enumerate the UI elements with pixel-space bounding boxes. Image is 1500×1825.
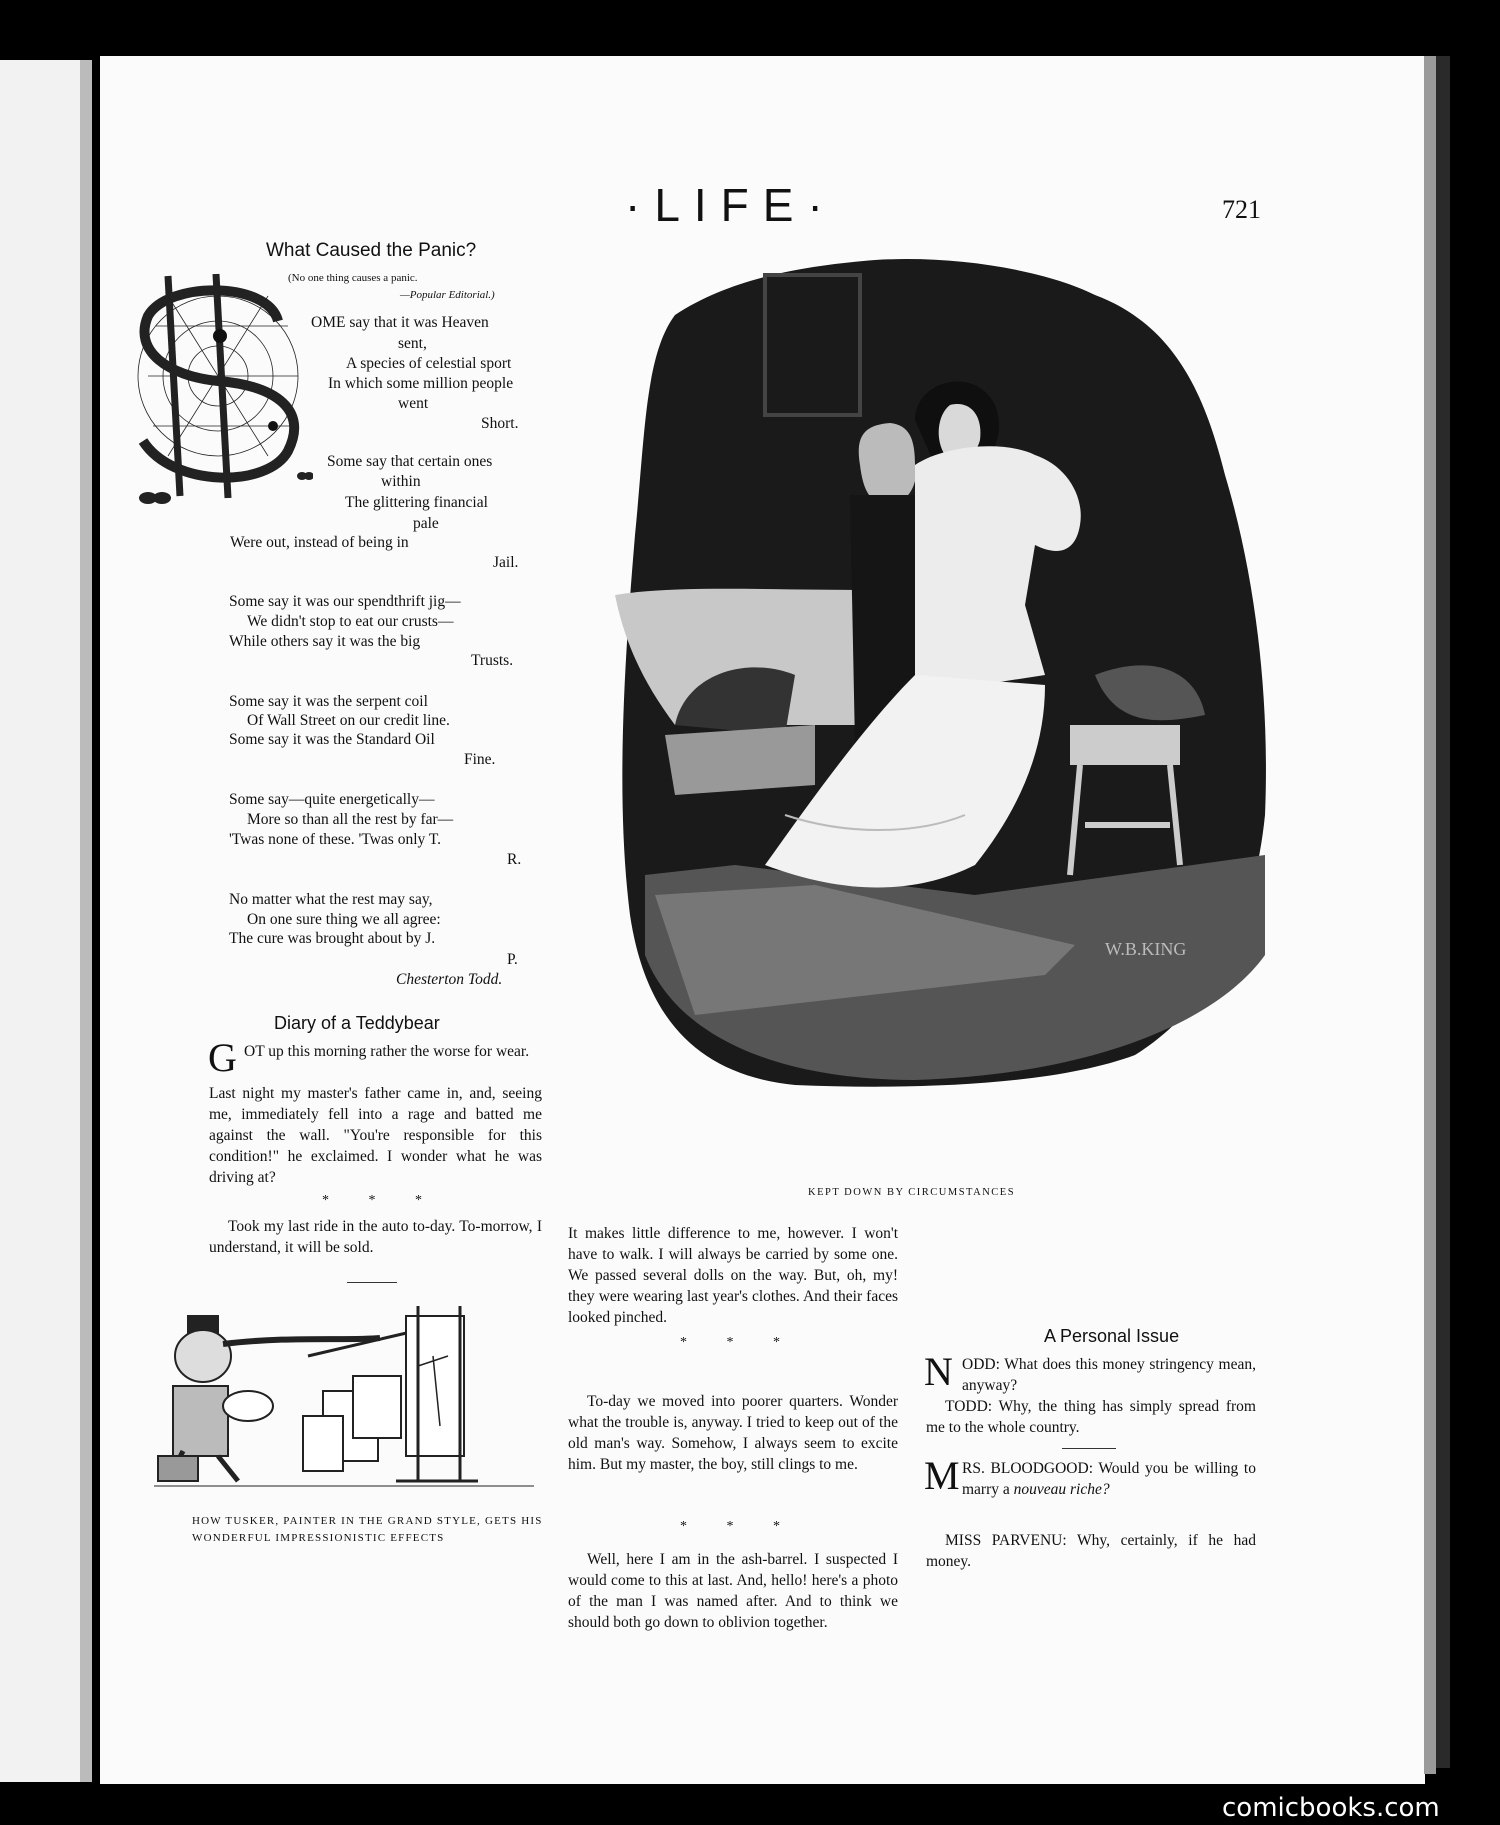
divider: [1062, 1448, 1116, 1449]
teddy-paragraph-2: Took my last ride in the auto to-day. To-morrow, I understand, it will be sold.: [209, 1218, 542, 1256]
poem-epigraph-source: —Popular Editorial.): [400, 289, 495, 301]
binding-gutter: [80, 60, 92, 1782]
dollar-web-dropcap-illustration: [128, 266, 313, 526]
illustration-caption: KEPT DOWN BY CIRCUMSTANCES: [808, 1187, 1016, 1198]
kept-down-illustration: [615, 255, 1273, 1095]
teddy-dropcap: G: [208, 1035, 237, 1080]
personal-dropcap-m: M: [924, 1453, 960, 1498]
teddy-paragraph-1: Last night my master's father came in, and, seeing me, immediately fell into a rage and batted me against the wall. "You're responsible for this condition!" he exclaimed. I wonder what he was driving at?: [209, 1085, 542, 1186]
poem-title: What Caused the Panic?: [266, 240, 477, 261]
personal-title: A Personal Issue: [1044, 1326, 1180, 1346]
watermark: comicbooks.com: [1222, 1793, 1440, 1823]
teddy-paragraph-5: Well, here I am in the ash-barrel. I suspected I would come to this at last. And, hello! here's a photo of the man I was named after. And to think we should both go down to oblivion together.: [568, 1551, 898, 1631]
poem-author: Chesterton Todd.: [396, 971, 503, 988]
divider: [347, 1282, 397, 1283]
page-number: 721: [1222, 195, 1261, 224]
teddy-title: Diary of a Teddybear: [274, 1013, 440, 1033]
page-stack-edge: [1424, 56, 1436, 1774]
masthead: ·LIFE·: [625, 179, 837, 231]
tusker-caption: HOW TUSKER, PAINTER IN THE GRAND STYLE, GETS HIS WONDERFUL IMPRESSIONISTIC EFFECTS: [192, 1515, 543, 1544]
personal-dropcap-n: N: [924, 1349, 953, 1394]
previous-page-edge: [0, 60, 92, 1782]
parvenu-line: MISS PARVENU: Why, certainly, if he had money.: [926, 1532, 1256, 1570]
artist-signature: W.B.KING: [1105, 939, 1187, 959]
teddy-paragraph-3: It makes little difference to me, however. I won't have to walk. I will always be carried by some one. We passed several dolls on the way. But, oh, my! they were wearing last year's clothes. And their faces looked pinched.: [568, 1225, 898, 1326]
teddy-paragraph-4: To-day we moved into poorer quarters. Wonder what the trouble is, anyway. I tried to keep out of the old man's way. Somehow, I always seem to excite him. But my master, the boy, still clings to me.: [568, 1393, 898, 1473]
section-break: * * *: [680, 1335, 798, 1350]
todd-line: TODD: Why, the thing has simply spread from me to the whole country.: [926, 1398, 1256, 1436]
teddy-paragraph-1-first-line: OT up this morning rather the worse for wear.: [244, 1043, 530, 1060]
poem-epigraph: (No one thing causes a panic.: [288, 272, 418, 284]
section-break: * * *: [680, 1519, 798, 1534]
tusker-painter-illustration: [148, 1296, 536, 1496]
section-break: * * *: [322, 1193, 440, 1208]
nodd-line: ODD: What does this money stringency mean, anyway?: [962, 1356, 1256, 1394]
bloodgood-line: RS. BLOODGOOD: Would you be willing to marry a nouveau riche?: [962, 1460, 1256, 1498]
cover-edge: [1436, 56, 1450, 1768]
